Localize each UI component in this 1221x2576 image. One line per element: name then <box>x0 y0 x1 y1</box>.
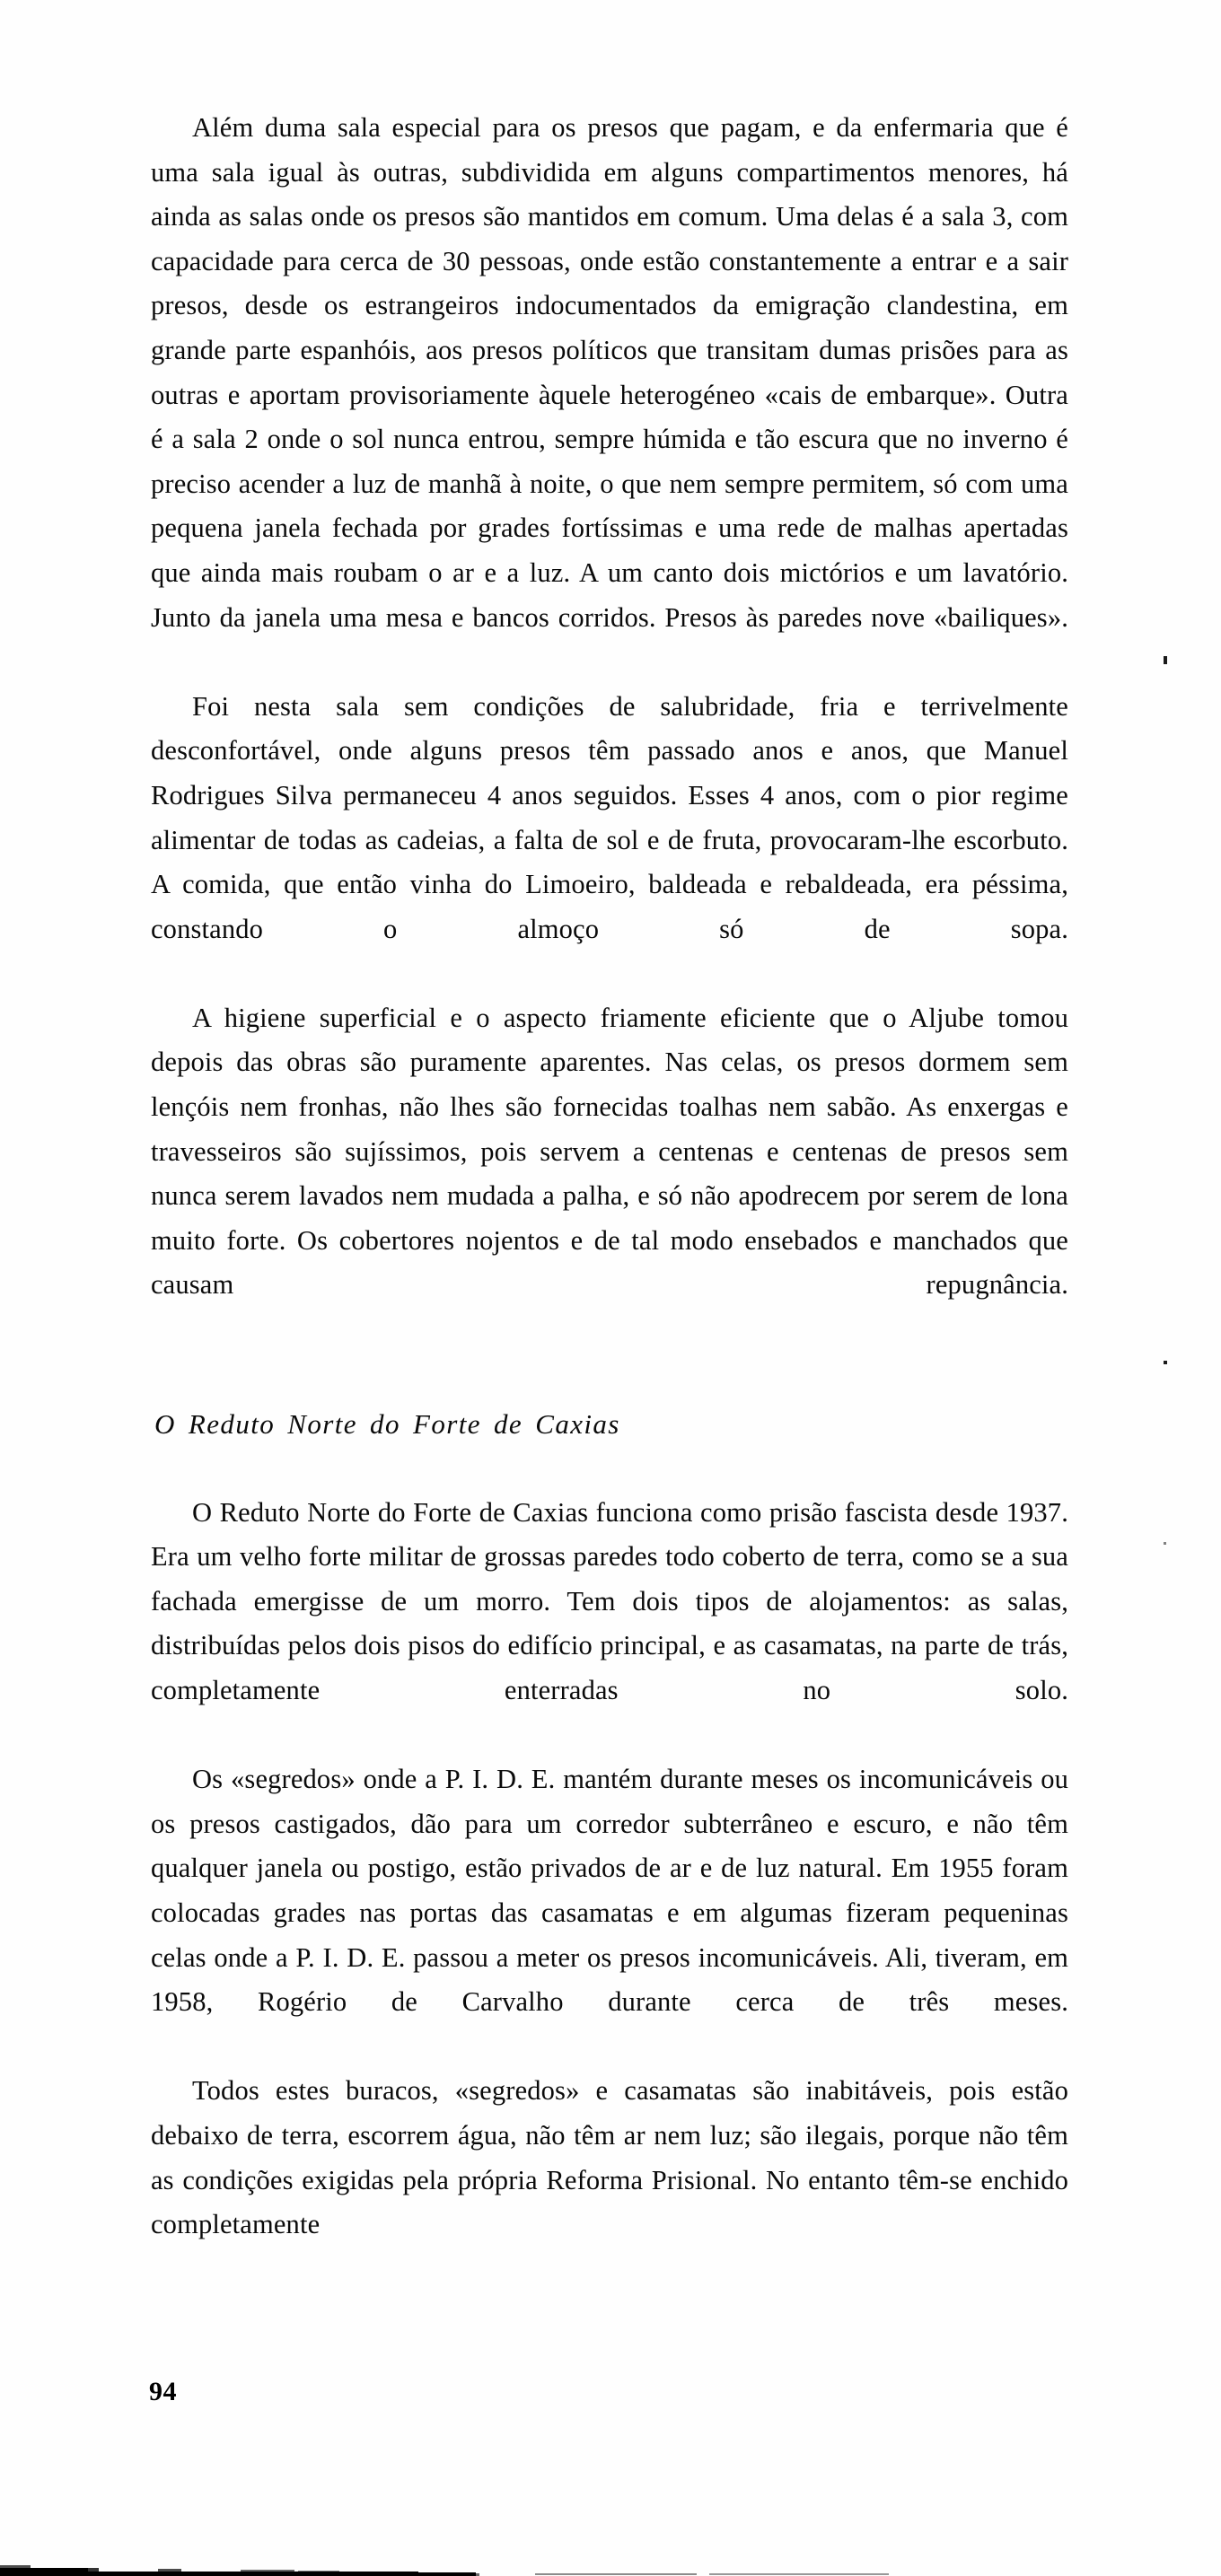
text-column <box>151 106 1068 2247</box>
paragraph-2: Foi nesta sala sem condições de salubridade, fria e terrivelmente desconfortável, onde alguns presos têm passado anos e anos, que Manuel Rodrigues Silva permaneceu 4 anos seguidos. Esses 4 anos, com o pior regime alimentar de todas as cadeias, a falta de sol e de fruta, provocaram-lhe escorbuto. A comida, que então vinha do Limoeiro, baldeada e rebaldeada, era péssima, constando o almoço só de sopa. <box>151 690 1068 944</box>
scan-edge-artifact <box>0 2563 1221 2576</box>
paragraph-1: Além duma sala especial para os presos que pagam, e da enfermaria que é uma sala igual às outras, subdividida em alguns compartimentos menores, há ainda as salas onde os presos são mantidos em comum. Uma delas é a sala 3, com capacidade para cerca de 30 pessoas, onde estão constantemente a entrar e a sair presos, desde os estrangeiros indocumentados da emigração clandestina, em grande parte espanhóis, aos presos políticos que transitam dumas prisões para as outras e aportam provisoriamente àquele heterogéneo «cais de embarque». Outra é a sala 2 onde o sol nunca entrou, sempre húmida e tão escura que no inverno é preciso acender a luz de manhã à noite, o que nem sempre permitem, só com uma pequena janela fechada por grades fortíssimas e uma rede de malhas apertadas que ainda mais roubam o ar e a luz. A um canto dois mictórios e um lavatório. Junto da janela uma mesa e bancos corridos. Presos às paredes nove «bailiques». <box>151 112 1068 633</box>
page-number: 94 <box>149 2377 177 2406</box>
section-paragraph-3: Todos estes buracos, «segredos» e casamatas são inabitáveis, pois estão debaixo de terra, escorrem água, não têm ar nem luz; são ilegais, porque não têm as condições exigidas pela própria Reforma Prisional. No entanto têm-se enchido completamente <box>151 2075 1068 2240</box>
section-paragraph-2: Os «segredos» onde a P. I. D. E. mantém durante meses os incomunicáveis ou os presos castigados, dão para um corredor subterrâneo e escuro, e não têm qualquer janela ou postigo, estão privados de ar e de luz natural. Em 1955 foram colocadas grades nas portas das casamatas e em algumas fizeram pequeninas celas onde a P. I. D. E. passou a meter os presos incomunicáveis. Ali, tiveram, em 1958, Rogério de Carvalho durante cerca de três meses. <box>151 1764 1068 2018</box>
scan-speck <box>1164 656 1167 664</box>
scan-speck <box>1164 1361 1167 1364</box>
paragraph-3: A higiene superficial e o aspecto friamente eficiente que o Aljube tomou depois das obras são puramente aparentes. Nas celas, os presos dormem sem lençóis nem fronhas, não lhes são fornecidas toalhas nem sabão. As enxergas e travesseiros são sujíssimos, pois servem a centenas e centenas de presos sem nunca serem lavados nem mudada a palha, e só não apodrecem por serem de lona muito forte. Os cobertores nojentos e de tal modo ensebados e manchados que causam repugnância. <box>151 1002 1068 1301</box>
scan-speck <box>1164 1542 1166 1545</box>
section-heading: O Reduto Norte do Forte de Caxias <box>154 1407 620 1440</box>
heading-spacer-above <box>151 1353 1068 1405</box>
heading-spacer-below <box>151 1444 1068 1491</box>
section-paragraph-1: O Reduto Norte do Forte de Caxias funciona como prisão fascista desde 1937. Era um velho forte militar de grossas paredes todo coberto de terra, como se a sua fachada emergisse de um morro. Tem dois tipos de alojamentos: as salas, distribuídas pelos dois pisos do edifício principal, e as casamatas, na parte de trás, completamente enterradas no solo. <box>151 1496 1068 1705</box>
